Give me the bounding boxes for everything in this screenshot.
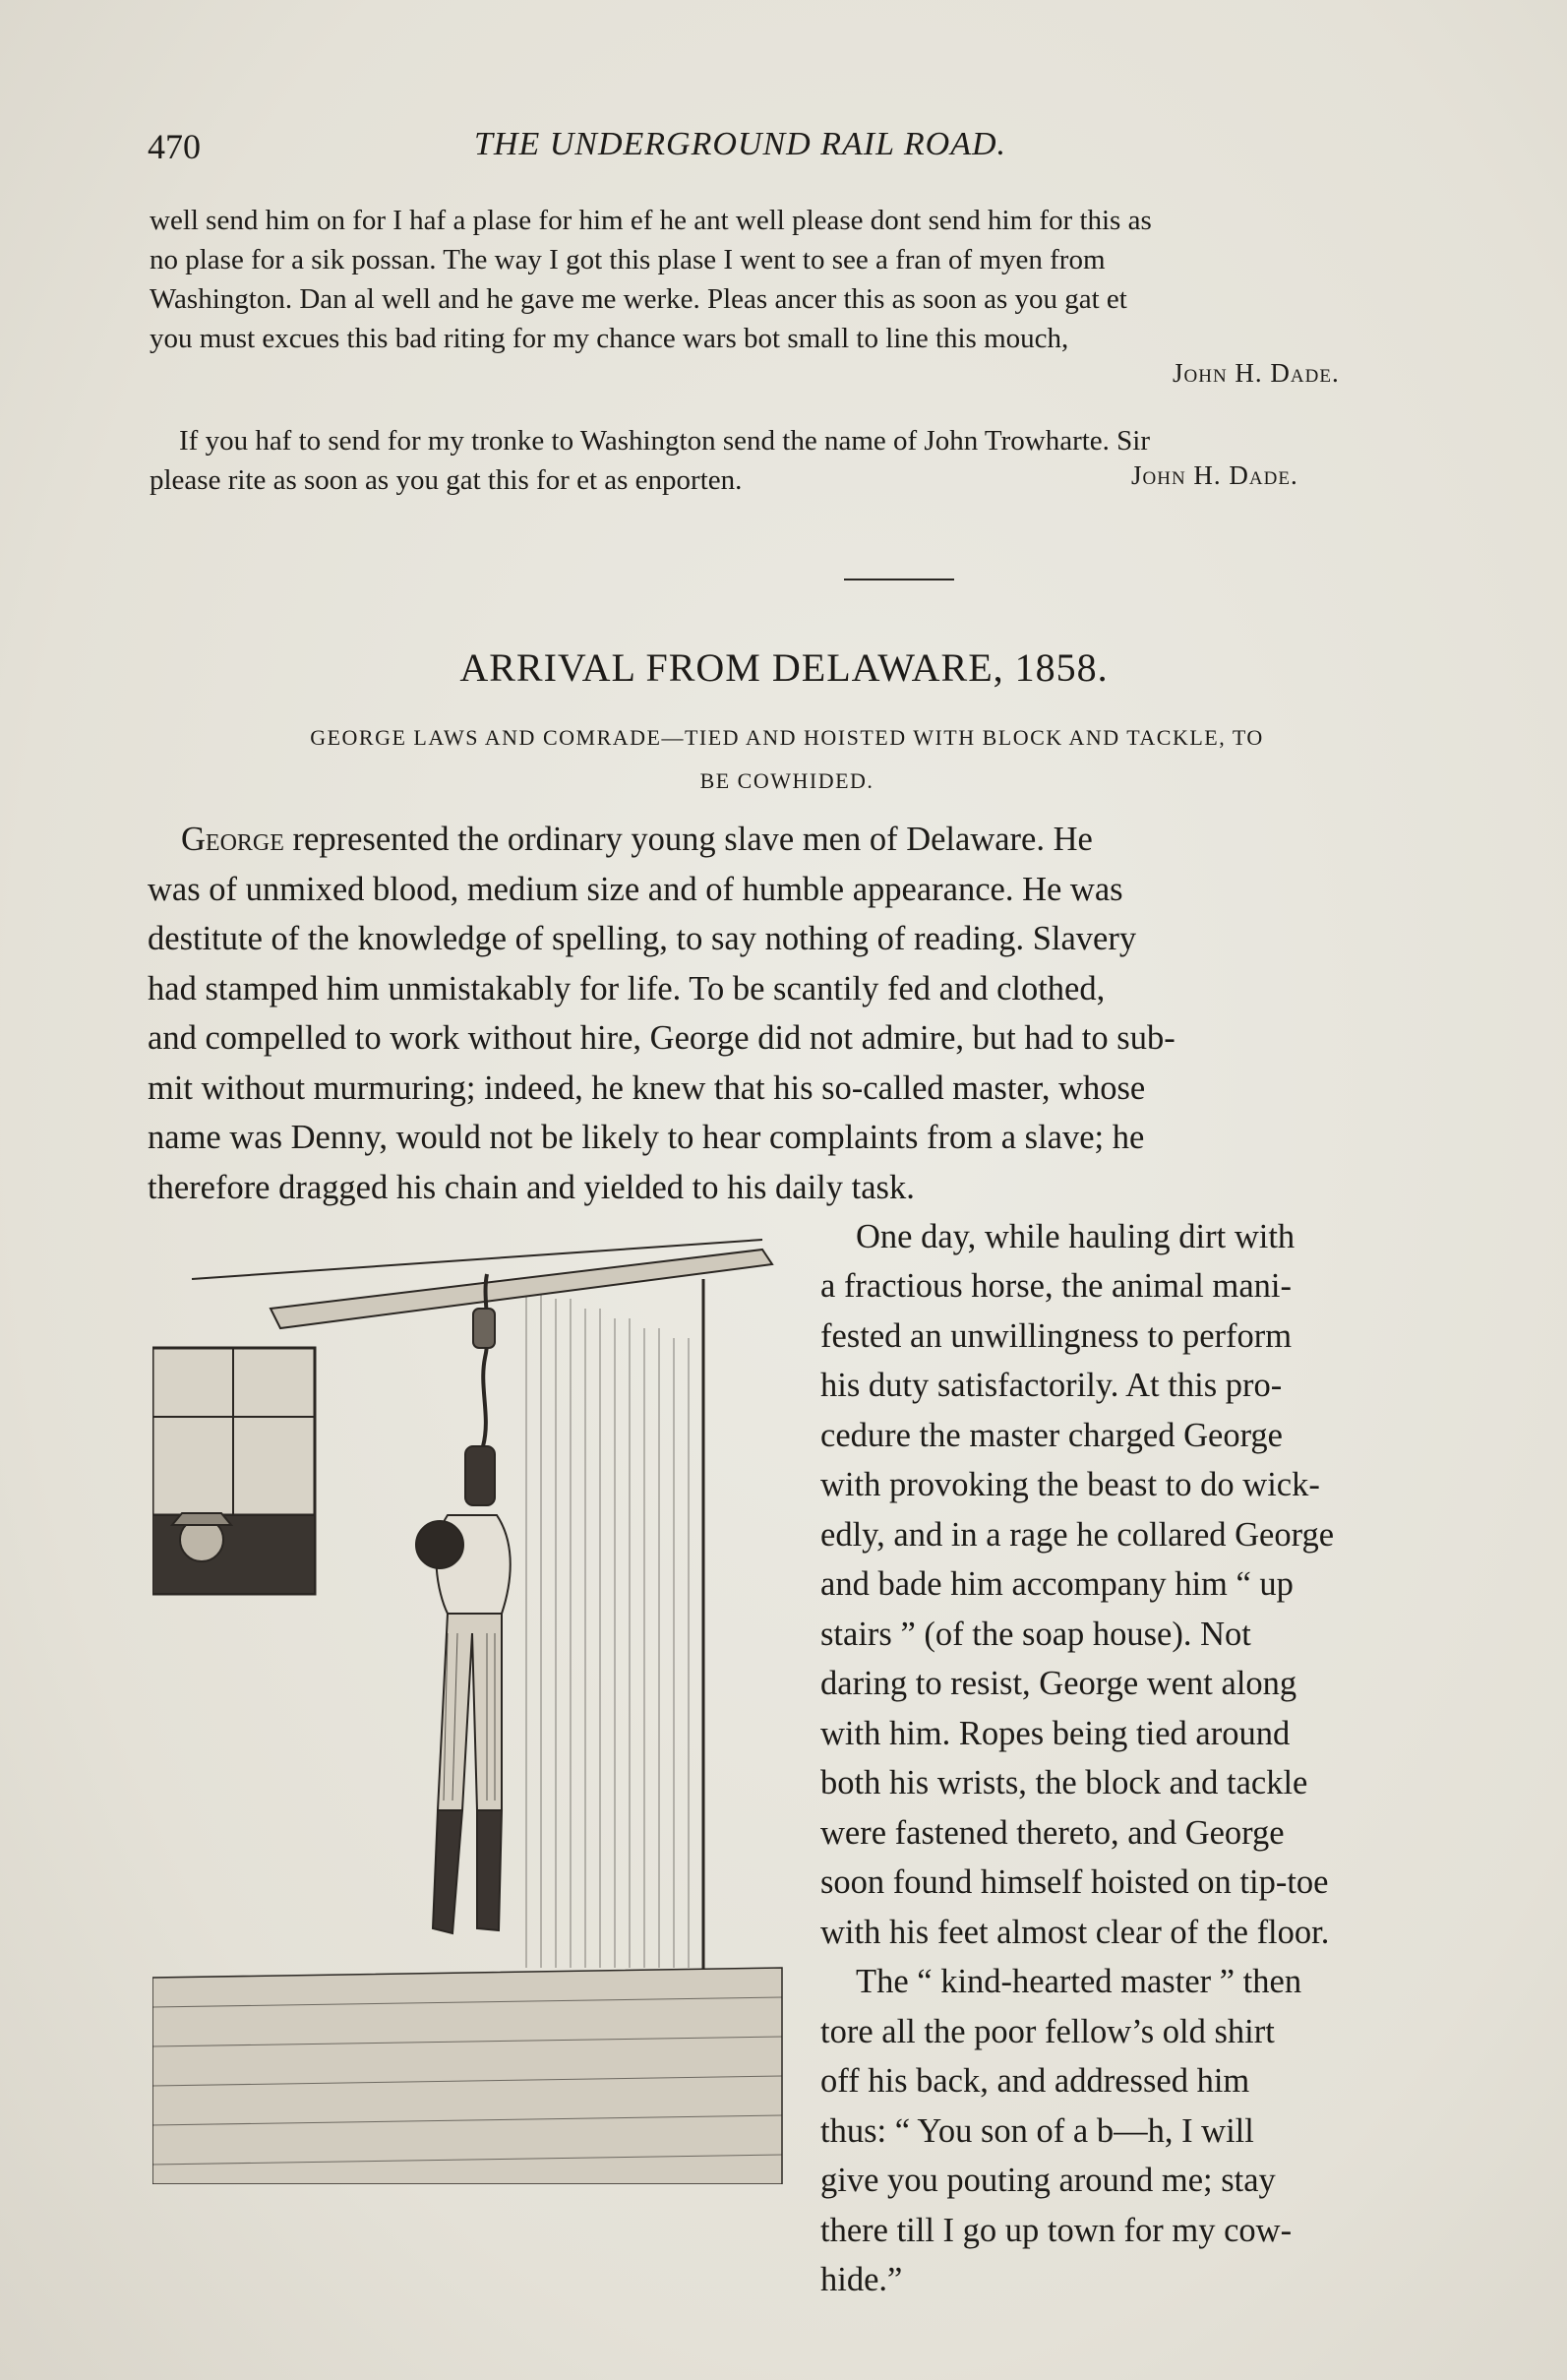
body-line: George represented the ordinary young slave men of Delaware. He	[181, 821, 1093, 858]
column-line: tore all the poor fellow’s old shirt	[820, 2012, 1275, 2050]
column-line: with provoking the beast to do wick-	[820, 1466, 1320, 1503]
column-line: cedure the master charged George	[820, 1416, 1283, 1454]
letter-signature: John H. Dade.	[1173, 358, 1340, 388]
letter-line: well send him on for I haf a plase for him ef he ant well please dont send him for this as	[150, 205, 1152, 236]
column-line: there till I go up town for my cow-	[820, 2211, 1293, 2249]
column-line: off his back, and addressed him	[820, 2062, 1250, 2100]
body-line: destitute of the knowledge of spelling, to say nothing of reading. Slavery	[148, 920, 1137, 957]
running-title: THE UNDERGROUND RAIL ROAD.	[474, 126, 1007, 162]
letter-line: no plase for a sik possan. The way I got this plase I went to see a fran of myen from	[150, 244, 1106, 275]
body-line: therefore dragged his chain and yielded to his daily task.	[148, 1168, 915, 1206]
section-divider	[844, 579, 954, 580]
column-line: stairs ” (of the soap house). Not	[820, 1615, 1251, 1653]
section-subtitle	[148, 716, 1426, 803]
body-line: was of unmixed blood, medium size and of humble appearance. He was	[148, 870, 1123, 908]
column-line: and bade him accompany him “ up	[820, 1565, 1294, 1603]
postscript-signature: John H. Dade.	[1131, 460, 1298, 490]
letter-line: you must excues this bad riting for my chance wars bot small to line this mouch,	[150, 323, 1069, 354]
column-line: a fractious horse, the animal mani-	[820, 1267, 1292, 1305]
column-line: were fastened thereto, and George	[820, 1813, 1285, 1852]
column-line: The “ kind-hearted master ” then	[856, 1963, 1302, 2000]
body-line: had stamped him unmistakably for life. To be scantily fed and clothed,	[148, 969, 1106, 1007]
drop-word: George	[181, 821, 284, 858]
column-line: give you pouting around me; stay	[820, 2162, 1276, 2199]
column-text	[820, 1261, 1428, 2305]
engraving-illustration	[152, 1220, 792, 2184]
column-line: fested an unwillingness to perform	[820, 1316, 1293, 1355]
column-line: his duty satisfactorily. At this pro-	[820, 1367, 1283, 1404]
subtitle-line: GEORGE LAWS AND COMRADE—TIED AND HOISTED WITH BLOCK AND TACKLE, TO	[310, 725, 1264, 750]
column-line: soon found himself hoisted on tip-toe	[820, 1863, 1329, 1901]
column-line: hide.”	[820, 2261, 903, 2298]
page-header	[148, 126, 1426, 185]
letter-line: Washington. Dan al well and he gave me werke. Pleas ancer this as soon as you gat et	[150, 283, 1127, 315]
column-line: edly, and in a rage he collared George	[820, 1515, 1335, 1554]
body-line: name was Denny, would not be likely to hear complaints from a slave; he	[148, 1119, 1145, 1156]
body-paragraph	[148, 815, 1428, 1212]
letter-text	[150, 201, 1428, 358]
postscript-line: If you haf to send for my tronke to Washington send the name of John Trowharte. Sir	[179, 425, 1151, 457]
column-line: with him. Ropes being tied around	[820, 1714, 1291, 1752]
postscript-line: please rite as soon as you gat this for et as enporten.	[150, 464, 743, 496]
body-line: mit without murmuring; indeed, he knew that his so-called master, whose	[148, 1068, 1146, 1107]
section-title: ARRIVAL FROM DELAWARE, 1858.	[459, 645, 1109, 690]
column-line: both his wrists, the block and tackle	[820, 1764, 1308, 1801]
column-line: daring to resist, George went along	[820, 1665, 1297, 1702]
body-line: and compelled to work without hire, George did not admire, but had to sub-	[148, 1019, 1175, 1057]
column-first-line: One day, while hauling dirt with	[856, 1218, 1296, 1255]
column-line: thus: “ You son of a b—h, I will	[820, 2111, 1254, 2150]
page-number: 470	[148, 127, 201, 166]
subtitle-line: BE COWHIDED.	[699, 768, 874, 793]
column-line: with his feet almost clear of the floor.	[820, 1913, 1330, 1951]
